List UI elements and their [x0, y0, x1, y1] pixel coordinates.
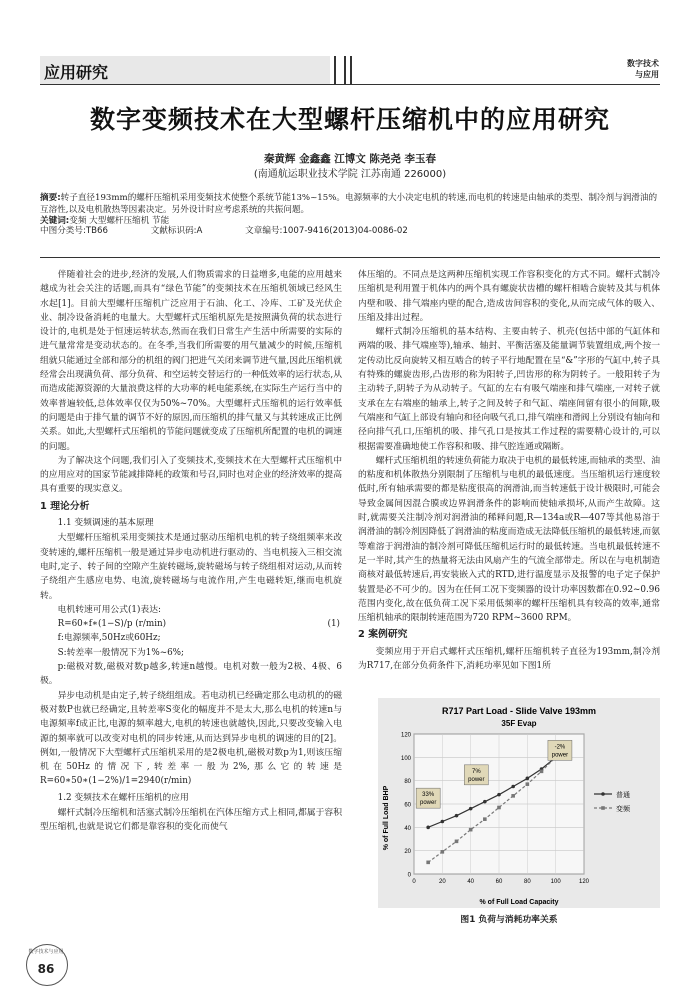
- x-tick-label: 20: [438, 879, 446, 885]
- annotation-label: power: [419, 800, 437, 807]
- y-tick-label: 40: [404, 825, 411, 832]
- x-tick-label: 80: [523, 879, 531, 885]
- header-decoration: [330, 56, 364, 84]
- section-heading: 1 理论分析: [40, 500, 90, 512]
- data-point: [441, 850, 445, 854]
- data-point: [497, 806, 501, 810]
- left-column: [40, 268, 342, 835]
- figure-chart: [378, 698, 660, 908]
- paragraph: 电机转速可用公式(1)表达:: [57, 604, 161, 615]
- logo-line1: 数字技术: [627, 59, 659, 68]
- data-point: [526, 777, 530, 781]
- journal-logo: [595, 58, 659, 84]
- x-tick-label: 120: [578, 879, 590, 885]
- data-point: [526, 782, 530, 786]
- abstract-rule: [40, 257, 660, 258]
- paragraph: 大型螺杆压缩机采用变频技术是通过驱动压缩机电机的转子绕组频率来改变转速的,螺杆压缩机一般是通过异步电动机进行驱动的、当电机接入三相交流电时,定子、转子间的空隙产生旋转磁场,旋转磁场与转子绕组相对运动,从而转子绕组产生感应电势、电流,旋转磁场与电流作用,产生电磁转矩,继而电机旋转。: [40, 533, 342, 601]
- paper-title: 数字变频技术在大型螺杆压缩机中的应用研究: [89, 105, 610, 134]
- article-number: 文章编号:1007-9416(2013)04-0086-02: [245, 226, 408, 236]
- data-point: [426, 861, 430, 865]
- y-tick-label: 60: [404, 802, 411, 809]
- x-tick-label: 0: [412, 879, 416, 885]
- annotation-label: power: [551, 752, 569, 759]
- data-point: [483, 817, 487, 821]
- data-point: [540, 770, 544, 774]
- data-point: [483, 800, 487, 804]
- legend-label: 普通: [616, 791, 630, 799]
- annotation-label: -2%: [554, 744, 566, 751]
- page-number: 86: [37, 962, 55, 976]
- formula: [40, 617, 342, 631]
- paragraph: 螺杆式制冷压缩机和活塞式制冷压缩机在汽体压缩方式上相同,都属于容积型压缩机,也就是说它们都是靠容积的变化而使气: [40, 807, 342, 833]
- abstract-label: 摘要:: [40, 193, 61, 203]
- data-point: [455, 814, 459, 818]
- page-badge-text: 数字技术与应用: [28, 949, 64, 955]
- data-point: [426, 826, 430, 830]
- paragraph: 螺杆式制冷压缩机的基本结构、主要由转子、机壳(包括中部的气缸体和两端的吸、排气端座等),轴承、轴封、平衡活塞及能量调节装置组成,两个按一定传动比反向旋转又相互啮合的转子平行地配置在呈“&”字形的气缸中,转子具有特殊的螺旋齿形,凸齿形的称为阳转子,凹齿形的称为阴转子。一般阳转子为主动转子,阴转子为从动转子。气缸的左右有吸气端座和排气端座,一对转子就支承在左右端座的轴承上,转子之间及转子和气缸、端座间留有很小的间隙,吸气端座和气缸上部设有轴向和径向吸气孔口,排气端座和滑阀上分别设有轴向和径向排气孔口,压缩机的吸、排气孔口是按其工作过程的需要精心设计的,可以根据需要准确地使工作容积和吸、排气腔连通或隔断。: [358, 327, 660, 452]
- paragraph: 伴随着社会的进步,经济的发展,人们物质需求的日益增多,电能的应用越来越成为社会关注的话题,而具有“绿色节能”的变频技术在压缩机领域已经风生水起[1]。目前大型螺杆压缩机广泛应用于石油、化工、冷库、工矿及光伏企业、制冷设备消耗的电量大。大型螺杆式压缩机原先是按照满负荷的状态进行设计的,电机是处于恒速运转状态,然而在我们日常生产生活中所需要的实际的进气量常常是变动状态的。在冬季,当我们所需要的用气量减少的时候,压缩机组就只能通过全部和部分的机组的阀门把进气关闭来调节进气量,因此压缩机就经常会出现满负荷、部分负荷、和空运转交替运行的一种低效率的运行状态,从而造成能源资源的大量浪费这样的大功率的耗电能系统,在实际生产运行当中的效率普遍较低,总体效率仅仅为50%~70%。大型螺杆式压缩机的运行效率低的问题是由于排气量的调节不好的原因,而压缩机的排气量又与其转速成正比例关系。如此,大型螺杆式压缩机的节能问题就变成了压缩机所配置的电机的调速的问题。: [40, 270, 342, 452]
- paragraph: p:磁极对数,磁极对数p越多,转速n越慢。电机对数一般为2极、4极、6极。: [40, 662, 342, 687]
- data-point: [455, 840, 459, 844]
- chart-ylabel: % of Full Load BHP: [383, 785, 390, 851]
- legend-marker: [601, 806, 605, 810]
- paragraph: 变频应用于开启式螺杆式压缩机,螺杆压缩机转子直径为193mm,制冷剂为R717,在部分负荷条件下,消耗功率见如下图1所: [358, 646, 660, 672]
- figure-caption: 图1 负荷与消耗功率关系: [460, 915, 558, 925]
- data-point: [469, 807, 473, 811]
- subsection-heading: 1.1 变频调速的基本原理: [57, 518, 154, 529]
- y-tick-label: 0: [407, 872, 411, 879]
- paragraph: f:电源频率,50Hz或60Hz;: [57, 633, 161, 644]
- x-tick-label: 100: [550, 879, 561, 885]
- subsection-heading: 1.2 变频技术在螺杆压缩机的应用: [57, 792, 189, 803]
- paragraph: 为了解决这个问题,我们引入了变频技术,变频技术在大型螺杆式压缩机中的应用应对的国家节能减排降耗的政策和号召,同时也对企业的经济效率的提高具有重要的现实意义。: [40, 455, 342, 495]
- abstract: [40, 193, 660, 228]
- data-point: [511, 794, 515, 798]
- y-tick-label: 20: [404, 849, 411, 856]
- y-tick-label: 80: [404, 779, 411, 786]
- chart-xlabel: % of Full Load Capacity: [479, 899, 559, 906]
- y-tick-label: 120: [400, 732, 411, 739]
- annotation-label: 33%: [422, 792, 435, 799]
- data-point: [441, 820, 445, 824]
- classification-meta: [40, 226, 660, 238]
- x-tick-label: 40: [467, 879, 475, 885]
- formula-number: (1): [327, 619, 340, 630]
- affiliation: (南通航运职业技术学院 江苏南通 226000): [253, 169, 447, 180]
- data-point: [497, 793, 501, 797]
- abstract-text: 转子直径193mm的螺杆压缩机采用变频技术使整个系统节能13%~15%。电源频率的大小决定电机的转速,而电机的转速是由轴承的类型、制冷剂与润滑油的互溶性,以及电机散热等因素决定。另外设计时应考虑系统的共振问题。: [40, 193, 658, 215]
- chart-subtitle: 35F Evap: [501, 719, 537, 728]
- paragraph: S:转差率一般情况下为1%~6%;: [57, 647, 185, 658]
- doc-code: 文献标识码:A: [150, 226, 203, 236]
- right-column: [358, 268, 660, 673]
- authors: 秦黄辉 金鑫鑫 江博文 陈尧尧 李玉春: [263, 153, 437, 165]
- x-tick-label: 60: [495, 879, 503, 885]
- keywords: 变频 大型螺杆压缩机 节能: [69, 216, 170, 226]
- data-point: [511, 785, 515, 789]
- clc-number: 中图分类号:TB66: [40, 226, 108, 236]
- annotation-label: 7%: [471, 768, 481, 775]
- section-heading: 2 案例研究: [358, 629, 408, 641]
- legend-marker: [601, 792, 605, 796]
- data-point: [469, 828, 473, 832]
- chart-svg: [378, 698, 660, 908]
- formula-text: R=60∗f∗(1−S)/p (r/min): [57, 619, 167, 630]
- keywords-label: 关键词:: [40, 216, 70, 226]
- legend-label: 变频: [616, 805, 630, 813]
- annotation-label: power: [468, 776, 485, 783]
- logo-line2: 与应用: [635, 70, 659, 79]
- paragraph: 体压缩的。不同点是这两种压缩机实现工作容积变化的方式不同。螺杆式制冷压缩机是利用置于机体内的两个具有螺旋状齿槽的螺杆相啮合旋转及其与机体内壁和吸、排气端座内壁的配合,造成齿间容积的变化,从而完成气体的吸入、压缩及排出过程。: [358, 270, 660, 323]
- header-rule: [40, 84, 660, 85]
- chart-title: R717 Part Load - Slide Valve 193mm: [441, 706, 597, 716]
- paragraph: 异步电动机是由定子,转子绕组组成。若电动机已经确定那么电动机的的磁极对数P也就已经确定,且转差率S变化的幅度并不是太大,那么电机的转速n与电源频率f成正比,电源的频率越大,电机的转速也就越快,因此,只要改变输入电源的频率就可以改变对电机的同步转速,从而达到异步电机的调速的目的[2]。例如,一般情况下大型螺杆式压缩机采用的是2极电机,磁极对数p为1,则该压缩机在50Hz的情况下,转差率一般为2%,那么它的转速是R=60∗50∗(1−2%)/1=2940(r/min): [40, 690, 342, 787]
- paragraph: 螺杆式压缩机组的转速负荷能力取决于电机的最低转速,而轴承的类型、油的粘度和机体散热分别限制了压缩机与电机的最低速度。当压缩机运行速度较低时,所有轴承需要的都是粘度很高的润滑油,而当转速低于设计极限时,可能会导致金属间因混合膜或边界润滑条件的影响而使轴承损坏,从而产生故障。这时,就需要关注制冷剂对润滑油的稀释问题,R—134a或R—407等其他易溶于润滑油的制冷剂因降低了润滑油的粘度而造成无法降低压缩机的最低转速,而氨等难溶于润滑油的制冷剂可降低压缩机运行时的最低转速。当电机最低转速不足一半时,其产生的热量将无法由风扇产生的气流全部带走。所以在与电机制造商核对最低转速后,再安装嵌入式的RTD,进行温度显示及报警的电子定子保护装置是必不可少的。因为在任何工况下变频器的设计功率因数都在0.92~0.96范围内变化,故在低负荷工况下采用低频率的螺杆压缩机具有较高的效率,通常压缩机轴承的限制转速范围为720 RPM~3600 RPM。: [358, 455, 660, 624]
- y-tick-label: 100: [400, 755, 411, 762]
- section-label: 应用研究: [44, 63, 109, 82]
